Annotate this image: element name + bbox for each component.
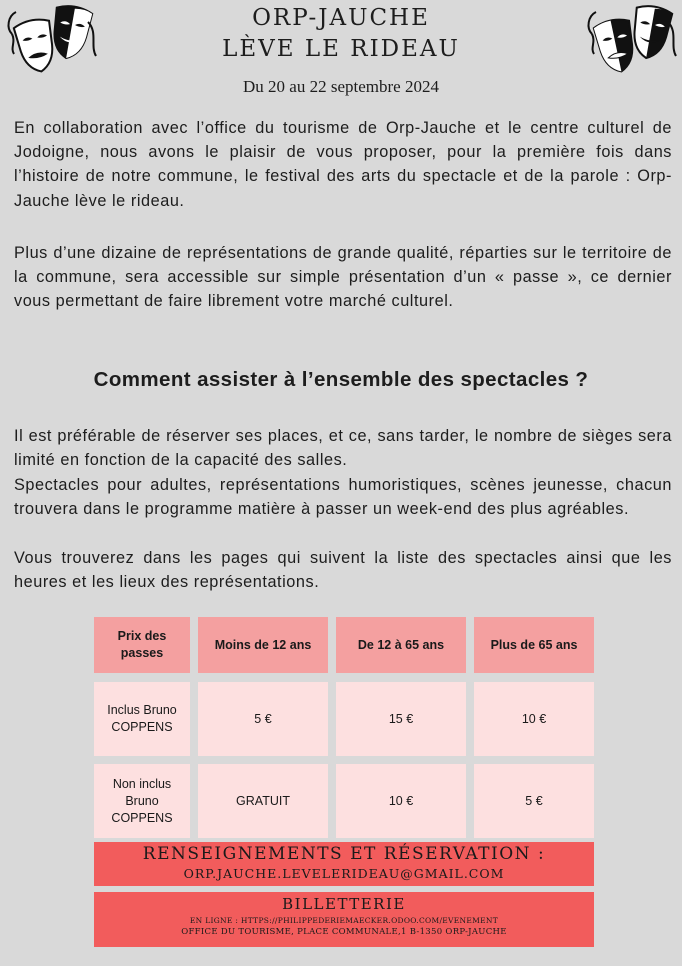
title-line-1: ORP-JAUCHE — [252, 5, 430, 31]
table-header-cell: Plus de 65 ans — [474, 617, 594, 673]
contact-email: ORP.JAUCHE.LEVELERIDEAU@GMAIL.COM — [183, 866, 505, 881]
ticketing-band — [94, 892, 594, 947]
section-paragraph-3: Vous trouverez dans les pages qui suivent la liste des spectacles ainsi que les heures et les lieux des représentations. — [14, 549, 672, 592]
ticketing-online-url: EN LIGNE : HTTPS://PHILIPPEDERIEMAECKER.ODOO.COM/EVENEMENT — [189, 916, 499, 925]
table-cell: Non inclus Bruno COPPENS — [94, 764, 190, 838]
section-paragraph-2: Spectacles pour adultes, représentations humoristiques, scènes jeunesse, chacun trouvera dans le programme matière à passer un week-end des plus agréables. — [14, 476, 672, 519]
table-cell: 10 € — [336, 764, 466, 838]
table-cell: GRATUIT — [198, 764, 328, 838]
table-header-cell: Prix des passes — [94, 617, 190, 673]
section-heading: Comment assister à l’ensemble des spectacles ? — [93, 368, 589, 391]
intro-paragraph-2: Plus d’une dizaine de représentations de grande qualité, réparties sur le territoire de la commune, sera accessible sur simple présentation d’un « passe », ce dernier vous permettant de faire librement votre marché culturel. — [14, 244, 672, 311]
title-line-2: LÈVE LE RIDEAU — [222, 36, 460, 62]
table-header-cell: De 12 à 65 ans — [336, 617, 466, 673]
ticketing-office-address: OFFICE DU TOURISME, PLACE COMMUNALE,1 B-1350 ORP-JAUCHE — [181, 927, 507, 937]
table-cell: Inclus Bruno COPPENS — [94, 682, 190, 756]
info-title: RENSEIGNEMENTS ET RÉSERVATION : — [142, 844, 546, 864]
table-header-cell: Moins de 12 ans — [198, 617, 328, 673]
table-cell: 15 € — [336, 682, 466, 756]
section-paragraph-1: Il est préférable de réserver ses places, et ce, sans tarder, le nombre de sièges sera limité en fonction de la capacité des salles. — [14, 427, 672, 470]
ticketing-title: BILLETTERIE — [282, 895, 406, 913]
intro-paragraph-1: En collaboration avec l’office du tourisme de Orp-Jauche et le centre culturel de Jodoigne, nous avons le plaisir de vous proposer, pour la première fois dans l’histoire de notre commune, le festival des arts du spectacle et de la parole : Orp-Jauche lève le rideau. — [14, 119, 672, 210]
table-cell: 5 € — [474, 764, 594, 838]
info-band — [94, 842, 594, 886]
table-cell: 10 € — [474, 682, 594, 756]
festival-dates: Du 20 au 22 septembre 2024 — [243, 77, 439, 96]
table-cell: 5 € — [198, 682, 328, 756]
